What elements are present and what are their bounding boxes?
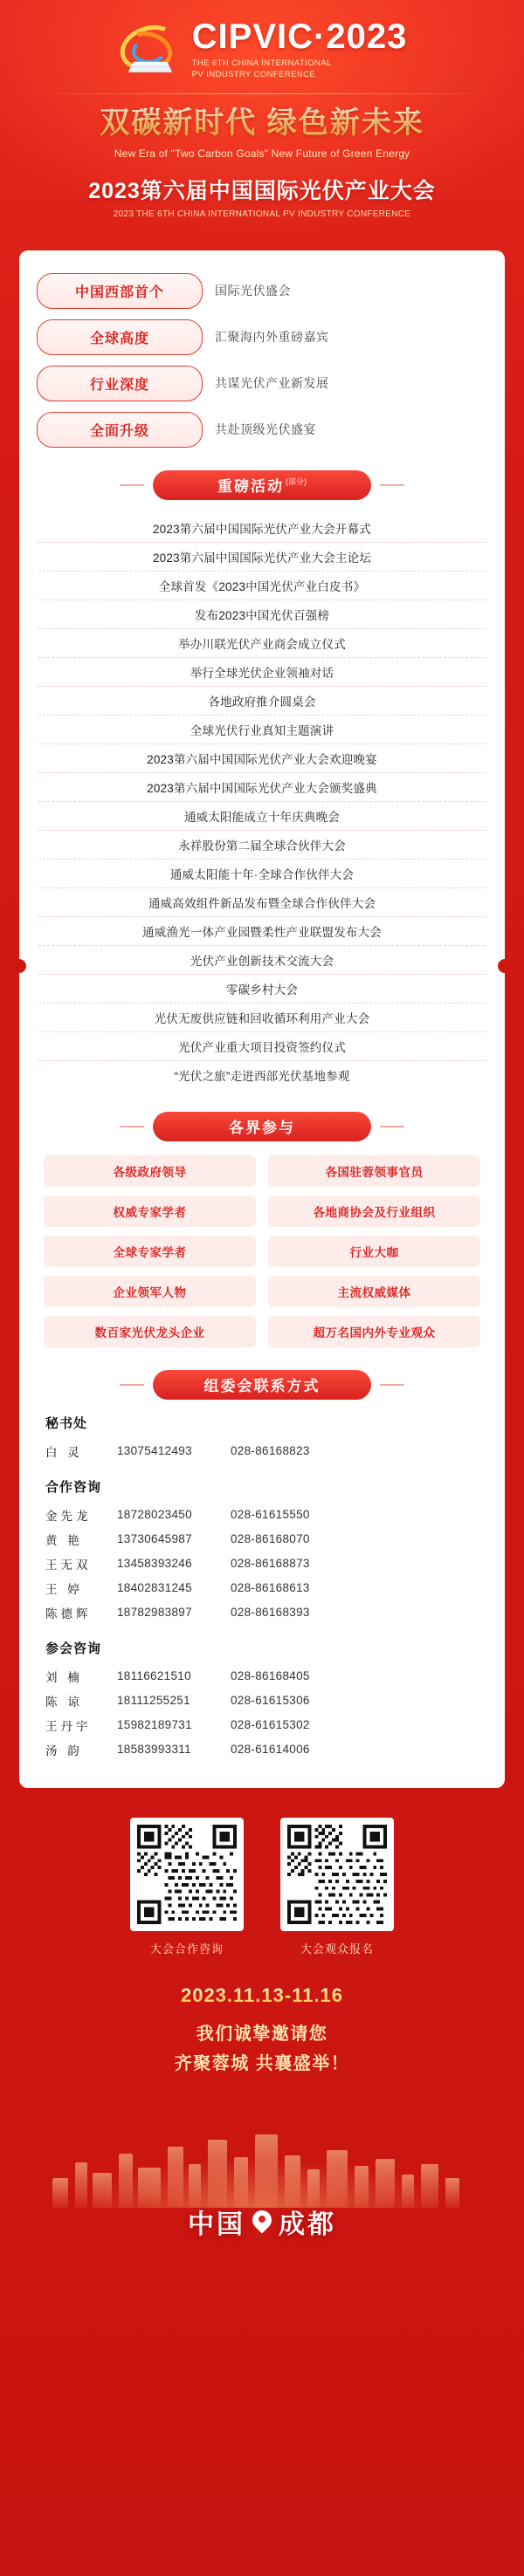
- contact-name: 金先龙: [45, 1509, 92, 1523]
- contact-tel[interactable]: 028-61614006: [231, 1743, 310, 1757]
- list-item: 通威渔光一体产业园暨柔性产业联盟发布大会: [38, 917, 486, 946]
- invitation-line-2: 齐聚蓉城 共襄盛举！: [174, 2053, 350, 2073]
- highlight-row: [37, 319, 487, 355]
- contact-row: [42, 1552, 482, 1576]
- highlight-row: [37, 412, 487, 448]
- contact-name: 王无双: [45, 1558, 92, 1572]
- list-item: 通威太阳能十年·全球合作伙伴大会: [38, 860, 486, 888]
- contact-tel[interactable]: 028-86168405: [231, 1669, 310, 1683]
- contact-group-title: 参会咨询: [45, 1641, 102, 1656]
- list-item: 各地政府推介圆桌会: [38, 687, 486, 716]
- activity-list: [38, 514, 486, 1089]
- participant-cell: 数百家光伏龙头企业: [44, 1316, 256, 1347]
- section-title-participants: [153, 1112, 371, 1141]
- logo-subtitle-en: THE 6TH CHINA INTERNATIONAL PV INDUSTRY CONFERENCE: [191, 58, 332, 79]
- participant-cell: 各国驻蓉领事官员: [268, 1155, 480, 1187]
- logo-row: [0, 19, 524, 81]
- contact-group-title: 秘书处: [45, 1415, 88, 1431]
- contact-mobile[interactable]: 13075412493: [117, 1444, 192, 1458]
- contact-mobile[interactable]: 18583993311: [117, 1743, 191, 1757]
- list-item: 光伏无废供应链和回收循环利用产业大会: [38, 1004, 486, 1032]
- slogan: 双碳新时代 绿色新未来: [0, 106, 524, 140]
- list-item: 发布2023中国光伏百强榜: [38, 600, 486, 629]
- contact-row: [42, 1527, 482, 1552]
- contact-row: [42, 1600, 482, 1625]
- contact-mobile[interactable]: 18402831245: [117, 1581, 192, 1595]
- contact-row: [42, 1664, 482, 1689]
- contact-tel[interactable]: 028-86168393: [231, 1606, 310, 1620]
- participant-grid: [44, 1155, 480, 1347]
- list-item: 通威高效组件新品发布暨全球合作伙伴大会: [38, 888, 486, 917]
- qr-code-cooperation[interactable]: [130, 1818, 244, 1931]
- map-pin-icon: [252, 2210, 272, 2233]
- highlight-value: 共谋光伏产业新发展: [215, 376, 329, 391]
- list-item: 全球首发《2023中国光伏产业白皮书》: [38, 572, 486, 600]
- list-item: 2023第六届中国国际光伏产业大会颁奖盛典: [38, 773, 486, 802]
- contact-tel[interactable]: 028-86168070: [231, 1532, 310, 1546]
- event-date: 2023.11.13-11.16: [0, 1984, 524, 2007]
- contact-name: 陈 谅: [45, 1695, 83, 1709]
- qr-box-registration: [280, 1818, 394, 1956]
- contact-row: [42, 1689, 482, 1713]
- contact-mobile[interactable]: 13730645987: [117, 1532, 192, 1546]
- list-item: 举办川联光伏产业商会成立仪式: [38, 629, 486, 658]
- header-divider: [26, 93, 498, 94]
- highlight-value: 共赴顶级光伏盛宴: [215, 422, 316, 437]
- qr-box-cooperation: [130, 1818, 244, 1956]
- contact-block: [42, 1414, 482, 1762]
- highlight-row: [37, 366, 487, 401]
- list-item: 全球光伏行业真知主题演讲: [38, 716, 486, 744]
- highlight-key: 行业深度: [37, 366, 203, 401]
- contact-name: 黄 艳: [45, 1533, 83, 1547]
- list-item: 2023第六届中国国际光伏产业大会开幕式: [38, 514, 486, 543]
- city-footer: [0, 2101, 524, 2241]
- contact-tel[interactable]: 028-61615550: [231, 1508, 310, 1522]
- list-item: 永祥股份第二届全球合伙伴大会: [38, 831, 486, 860]
- list-item: 2023第六届中国国际光伏产业大会欢迎晚宴: [38, 744, 486, 773]
- section-title-activities: [153, 470, 371, 500]
- city-name: [0, 2203, 524, 2241]
- section-title-text: 组委会联系方式: [203, 1378, 321, 1395]
- qr-section: [35, 1818, 489, 1956]
- participant-cell: 企业领军人物: [44, 1276, 256, 1307]
- list-item: 举行全球光伏企业领袖对话: [38, 658, 486, 687]
- slogan-en: New Era of "Two Carbon Goals" New Future of Green Energy: [114, 147, 410, 160]
- contact-name: 王丹宇: [45, 1719, 92, 1733]
- qr-code-registration[interactable]: [280, 1818, 394, 1931]
- contact-mobile[interactable]: 18782983897: [117, 1606, 192, 1620]
- conference-name: 2023第六届中国国际光伏产业大会: [88, 178, 436, 203]
- contact-mobile[interactable]: 18728023450: [117, 1508, 192, 1522]
- highlight-value: 汇聚海内外重磅嘉宾: [215, 330, 329, 345]
- contact-mobile[interactable]: 18116621510: [117, 1669, 191, 1683]
- invitation-line-1: 我们诚挚邀请您: [196, 2024, 328, 2044]
- poster-header: [0, 0, 524, 228]
- contact-name: 王 婷: [45, 1582, 83, 1596]
- contact-name: 刘 楠: [45, 1670, 83, 1684]
- highlight-value: 国际光伏盛会: [215, 284, 291, 298]
- cipvic-logo-icon: [117, 23, 182, 77]
- participant-cell: 各地商协会及行业组织: [268, 1196, 480, 1227]
- contact-row: [42, 1503, 482, 1527]
- qr-label: 大会合作咨询: [149, 1942, 224, 1956]
- list-item: 零碳乡村大会: [38, 975, 486, 1004]
- list-item: “光伏之旅”走进西部光伏基地参观: [174, 1069, 350, 1083]
- contact-mobile[interactable]: 13458393246: [117, 1557, 192, 1571]
- section-title-contacts: [153, 1370, 371, 1400]
- contact-row: [42, 1439, 482, 1463]
- logo-title: CIPVIC·2023: [191, 17, 408, 56]
- contact-name: 白 灵: [45, 1445, 83, 1459]
- contact-mobile[interactable]: 18111255251: [117, 1694, 190, 1708]
- contact-name: 陈德辉: [45, 1607, 92, 1620]
- invitation-text: [0, 2019, 524, 2079]
- contact-tel[interactable]: 028-86168613: [231, 1581, 310, 1595]
- section-title-text: 各界参与: [229, 1120, 295, 1137]
- conference-name-en: 2023 THE 6TH CHINA INTERNATIONAL PV INDUSTRY CONFERENCE: [113, 209, 411, 219]
- contact-tel[interactable]: 028-61615302: [231, 1718, 310, 1732]
- highlight-list: [37, 273, 487, 448]
- list-item: 通威太阳能成立十年庆典晚会: [38, 802, 486, 831]
- logo-text: [192, 19, 408, 81]
- participant-cell: 全球专家学者: [44, 1236, 256, 1267]
- section-title-sup: (部分): [286, 476, 307, 486]
- participant-cell: 行业大咖: [268, 1236, 480, 1267]
- participant-cell: 超万名国内外专业观众: [268, 1316, 480, 1347]
- contact-row: [42, 1576, 482, 1600]
- highlight-key: 全面升级: [37, 412, 203, 448]
- city-name-right: 成都: [279, 2209, 336, 2239]
- qr-label: 大会观众报名: [300, 1942, 374, 1956]
- participant-cell: 权威专家学者: [44, 1196, 256, 1227]
- contact-tel[interactable]: 028-86168823: [231, 1444, 310, 1458]
- section-title-text: 重磅活动: [217, 478, 284, 496]
- list-item: 光伏产业重大项目投资签约仪式: [38, 1032, 486, 1061]
- contact-tel[interactable]: 028-61615306: [231, 1694, 310, 1708]
- contact-mobile[interactable]: 15982189731: [117, 1718, 192, 1732]
- highlight-row: [37, 273, 487, 309]
- contact-row: [42, 1737, 482, 1762]
- city-name-left: 中国: [188, 2209, 245, 2239]
- list-item: 光伏产业创新技术交流大会: [38, 946, 486, 975]
- highlight-key: 中国西部首个: [37, 273, 203, 309]
- participant-cell: 各级政府领导: [44, 1155, 256, 1187]
- highlight-key: 全球高度: [37, 319, 203, 355]
- contact-tel[interactable]: 028-86168873: [231, 1557, 310, 1571]
- contact-name: 汤 韵: [45, 1744, 83, 1757]
- contact-group-title: 合作咨询: [45, 1479, 102, 1495]
- list-item: 2023第六届中国国际光伏产业大会主论坛: [38, 543, 486, 572]
- content-card: [19, 250, 505, 1788]
- contact-row: [42, 1713, 482, 1737]
- participant-cell: 主流权威媒体: [268, 1276, 480, 1307]
